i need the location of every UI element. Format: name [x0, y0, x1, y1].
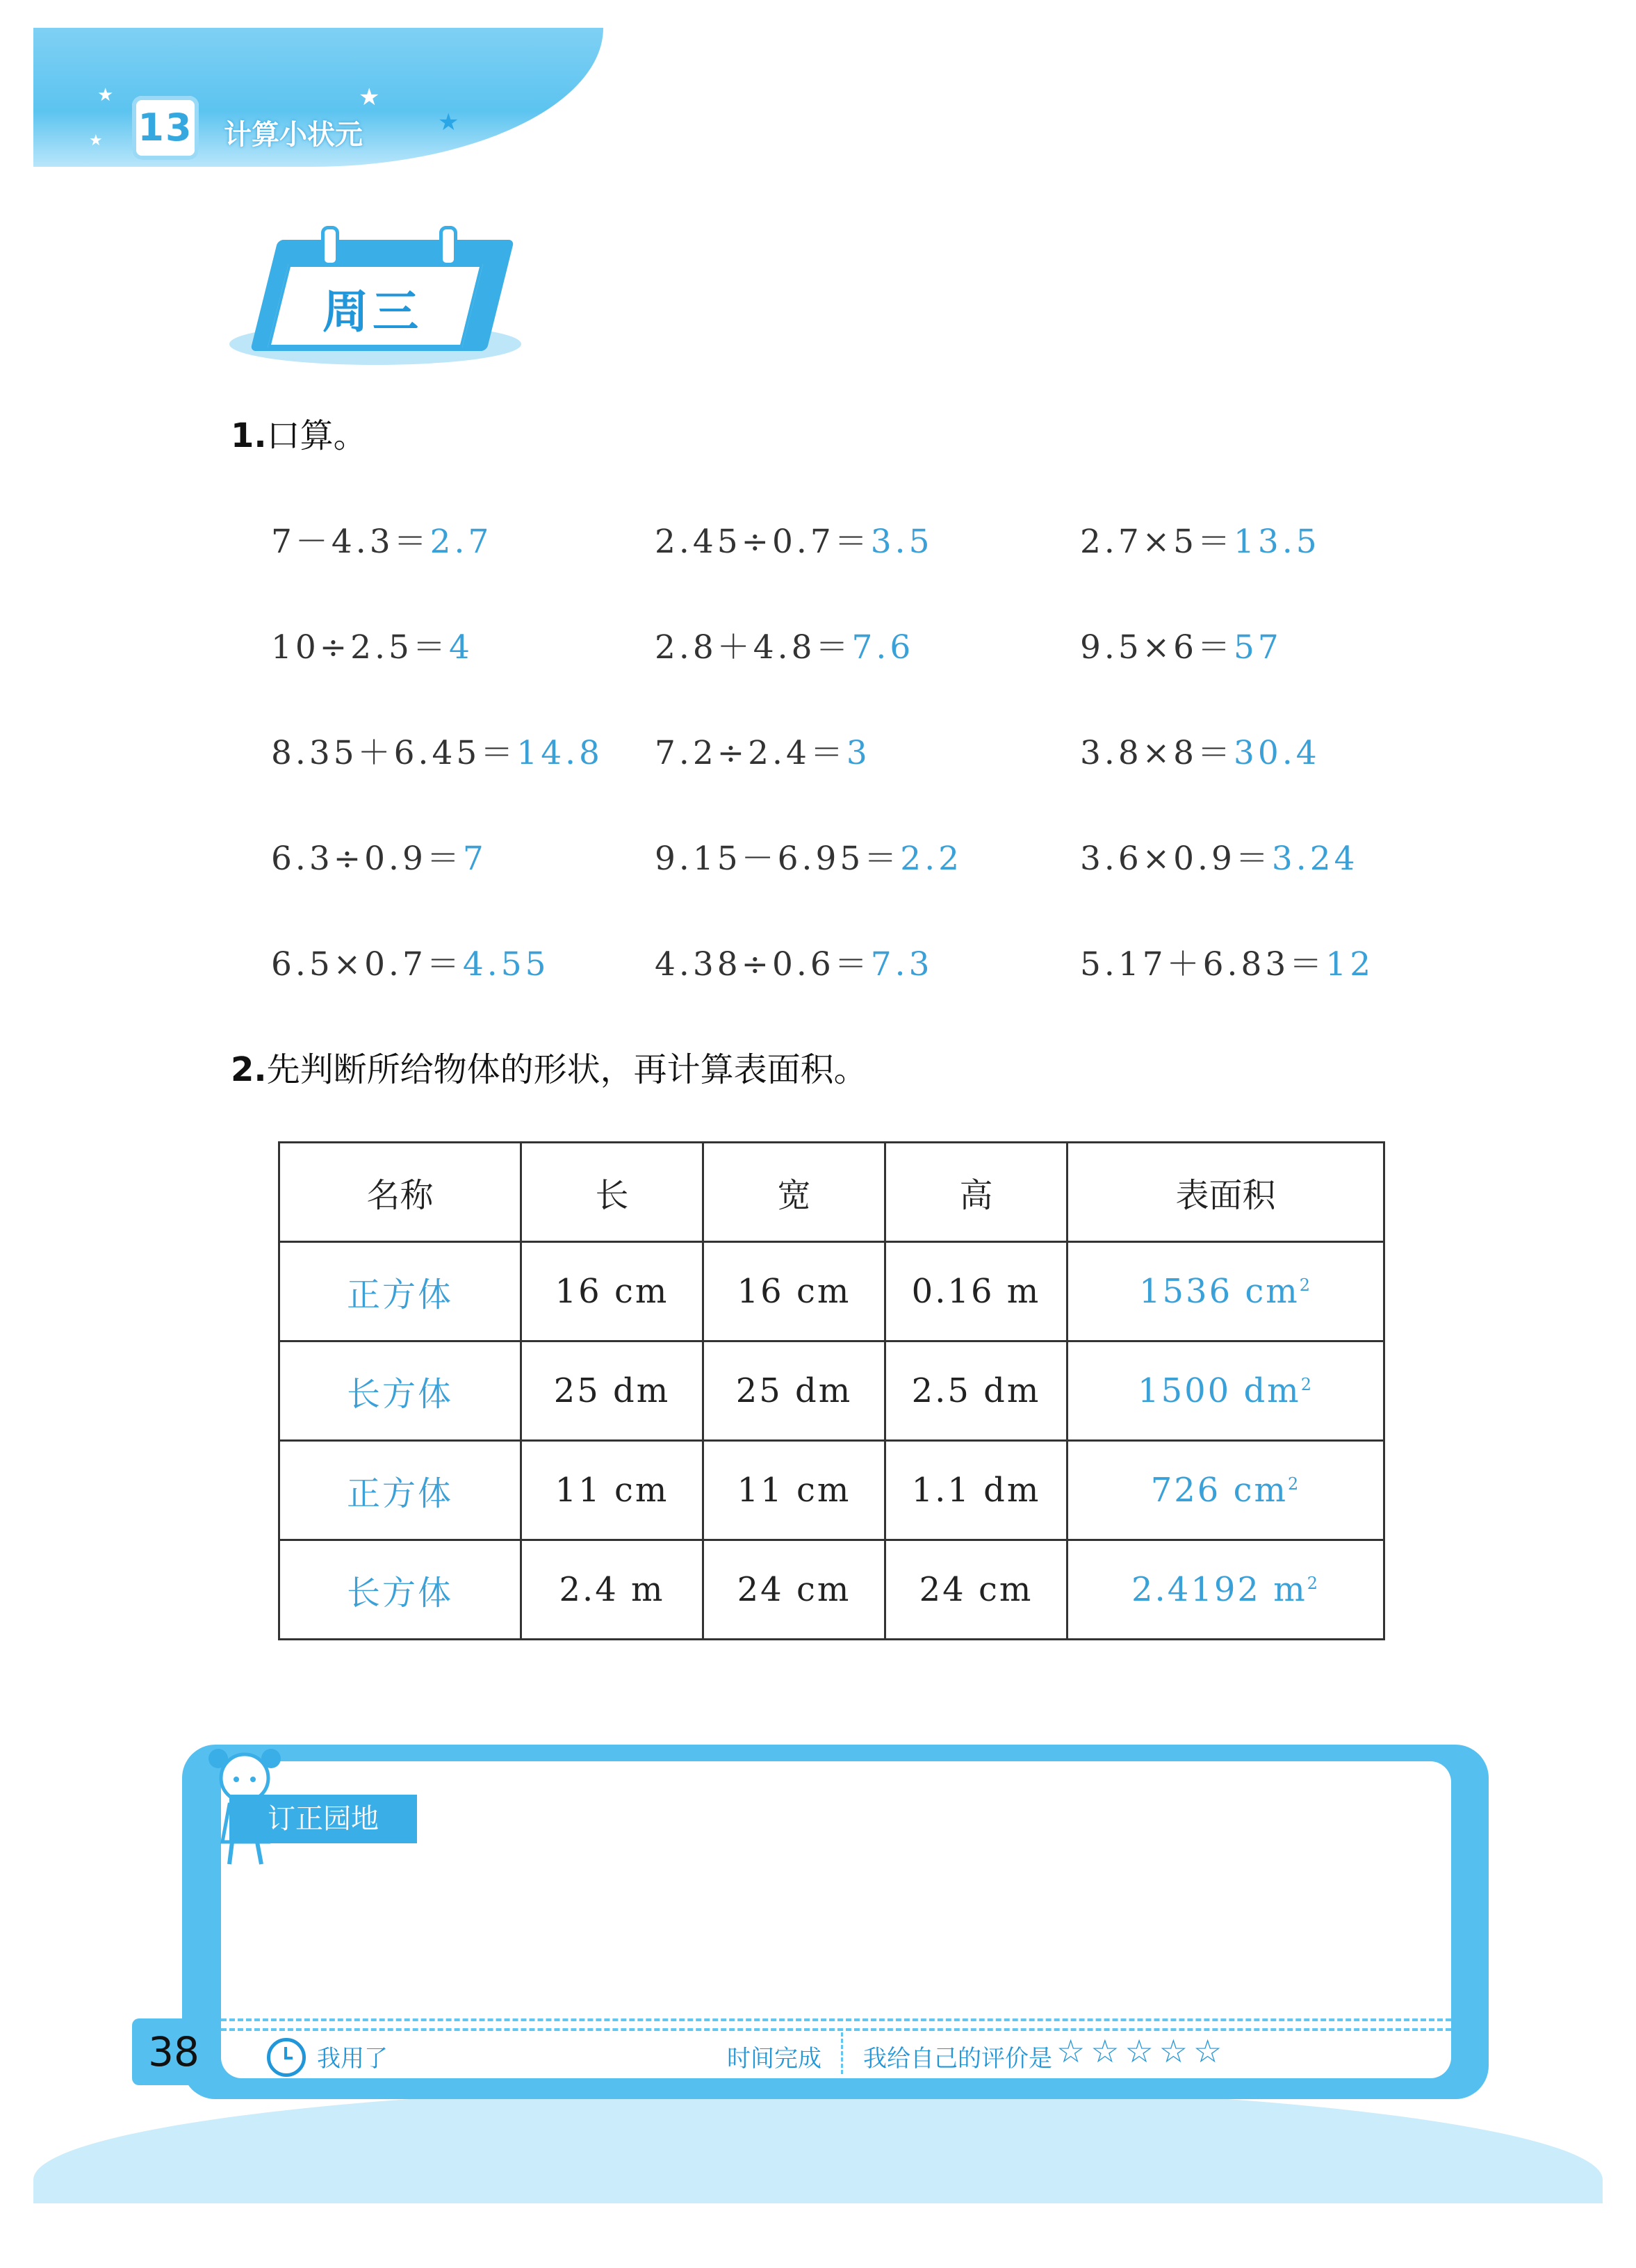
calc-expression: 3.8×8＝	[1080, 734, 1234, 772]
calc-answer: 7	[462, 840, 487, 878]
table-header: 高	[885, 1143, 1068, 1242]
table-header: 长	[521, 1143, 703, 1242]
question-number: 2.	[231, 1050, 267, 1089]
calc-answer: 13.5	[1234, 523, 1320, 561]
calc-expression: 10÷2.5＝	[271, 628, 449, 667]
brand-name: 计算小状元	[224, 119, 363, 151]
rating-stars[interactable]: ☆☆☆☆☆	[1056, 2032, 1228, 2070]
unit-exponent: 2	[1288, 1474, 1301, 1494]
logo-icon: 13	[132, 96, 199, 160]
length-cell: 16 cm	[521, 1242, 703, 1341]
time-done-label: 时间完成	[727, 2045, 821, 2073]
area-value: 726 cm	[1150, 1471, 1288, 1510]
calc-item	[655, 727, 871, 774]
length-cell: 11 cm	[521, 1441, 703, 1540]
calc-answer: 7.3	[870, 945, 933, 984]
calc-expression: 5.17＋6.83＝	[1080, 945, 1326, 984]
calc-expression: 2.8＋4.8＝	[655, 628, 852, 667]
calc-answer: 2.7	[430, 523, 493, 561]
calc-item	[655, 516, 933, 562]
calc-answer: 3	[846, 734, 871, 772]
shape-name: 正方体	[279, 1441, 521, 1540]
table-header: 名称	[279, 1143, 521, 1242]
shape-name: 长方体	[279, 1341, 521, 1441]
height-cell: 2.5 dm	[885, 1341, 1068, 1441]
calc-expression: 9.5×6＝	[1080, 628, 1234, 667]
calc-item	[655, 621, 914, 668]
calc-answer: 14.8	[516, 734, 603, 772]
calc-answer: 57	[1234, 628, 1282, 667]
question-1-heading	[231, 409, 367, 457]
calc-expression: 8.35＋6.45＝	[271, 734, 517, 772]
calc-expression: 7－4.3＝	[271, 523, 430, 561]
calc-item	[271, 727, 603, 774]
time-used-label: 我用了	[317, 2045, 388, 2073]
unit-exponent: 2	[1299, 1275, 1313, 1295]
clock-icon	[267, 2038, 306, 2077]
shape-name: 正方体	[279, 1242, 521, 1341]
calc-answer: 4.55	[462, 945, 550, 984]
calc-item	[271, 938, 550, 985]
self-rating-label: 我给自己的评价是	[863, 2045, 1052, 2073]
surface-area-table	[278, 1141, 1385, 1640]
calc-item	[655, 938, 933, 985]
height-cell: 0.16 m	[885, 1242, 1068, 1341]
calc-expression: 6.3÷0.9＝	[271, 840, 463, 878]
calc-item	[271, 833, 487, 879]
table-header: 宽	[703, 1143, 885, 1242]
calc-answer: 12	[1325, 945, 1375, 984]
question-2-heading	[231, 1043, 867, 1091]
unit-exponent: 2	[1307, 1574, 1320, 1593]
question-number: 1.	[231, 416, 267, 455]
correction-title: 订正园地	[229, 1795, 417, 1843]
star-icon: ★	[359, 83, 380, 111]
calc-expression: 7.2÷2.4＝	[655, 734, 846, 772]
calc-expression: 4.38÷0.6＝	[655, 945, 871, 984]
area-cell	[1068, 1341, 1384, 1441]
calc-answer: 3.5	[870, 523, 933, 561]
star-icon: ★	[89, 132, 103, 149]
calc-answer: 7.6	[851, 628, 915, 667]
divider	[221, 2018, 1451, 2021]
calc-item	[1080, 727, 1320, 774]
width-cell: 25 dm	[703, 1341, 885, 1441]
width-cell: 16 cm	[703, 1242, 885, 1341]
calendar-ring-icon	[321, 226, 339, 266]
calc-expression: 3.6×0.9＝	[1080, 840, 1272, 878]
area-cell	[1068, 1441, 1384, 1540]
calc-item	[1080, 833, 1359, 879]
calc-expression: 6.5×0.7＝	[271, 945, 463, 984]
calc-item	[271, 621, 473, 668]
area-cell	[1068, 1242, 1384, 1341]
star-icon: ★	[97, 85, 114, 106]
calc-item	[271, 516, 492, 562]
calc-expression: 2.45÷0.7＝	[655, 523, 871, 561]
question-title: 先判断所给物体的形状，再计算表面积。	[266, 1050, 867, 1089]
calc-answer: 30.4	[1234, 734, 1320, 772]
calc-item	[1080, 621, 1282, 668]
table-row	[279, 1540, 1384, 1640]
divider	[841, 2032, 843, 2074]
calc-answer: 4	[448, 628, 473, 667]
star-icon: ★	[438, 108, 459, 136]
calc-expression: 2.7×5＝	[1080, 523, 1234, 561]
table-row	[279, 1441, 1384, 1540]
calc-answer: 3.24	[1271, 840, 1359, 878]
question-title: 口算。	[266, 416, 367, 455]
area-value: 1500 dm	[1138, 1371, 1301, 1410]
shape-name: 长方体	[279, 1540, 521, 1640]
height-cell: 1.1 dm	[885, 1441, 1068, 1540]
width-cell: 11 cm	[703, 1441, 885, 1540]
table-header: 表面积	[1068, 1143, 1384, 1242]
calc-item	[1080, 938, 1374, 985]
area-value: 1536 cm	[1138, 1272, 1300, 1311]
length-cell: 25 dm	[521, 1341, 703, 1441]
table-header-row	[279, 1143, 1384, 1242]
width-cell: 24 cm	[703, 1540, 885, 1640]
calc-expression: 9.15－6.95＝	[655, 840, 901, 878]
calendar-ring-icon	[439, 226, 457, 266]
divider	[221, 2028, 1451, 2031]
calc-item	[655, 833, 963, 879]
footer-band	[33, 2085, 1603, 2203]
area-value: 2.4192 m	[1131, 1570, 1307, 1609]
area-cell	[1068, 1540, 1384, 1640]
page-number: 38	[132, 2018, 215, 2085]
table-row	[279, 1341, 1384, 1441]
length-cell: 2.4 m	[521, 1540, 703, 1640]
calc-item	[1080, 516, 1320, 562]
table-row	[279, 1242, 1384, 1341]
day-label: 周三	[322, 285, 423, 338]
unit-exponent: 2	[1300, 1375, 1314, 1394]
height-cell: 24 cm	[885, 1540, 1068, 1640]
calc-answer: 2.2	[900, 840, 963, 878]
